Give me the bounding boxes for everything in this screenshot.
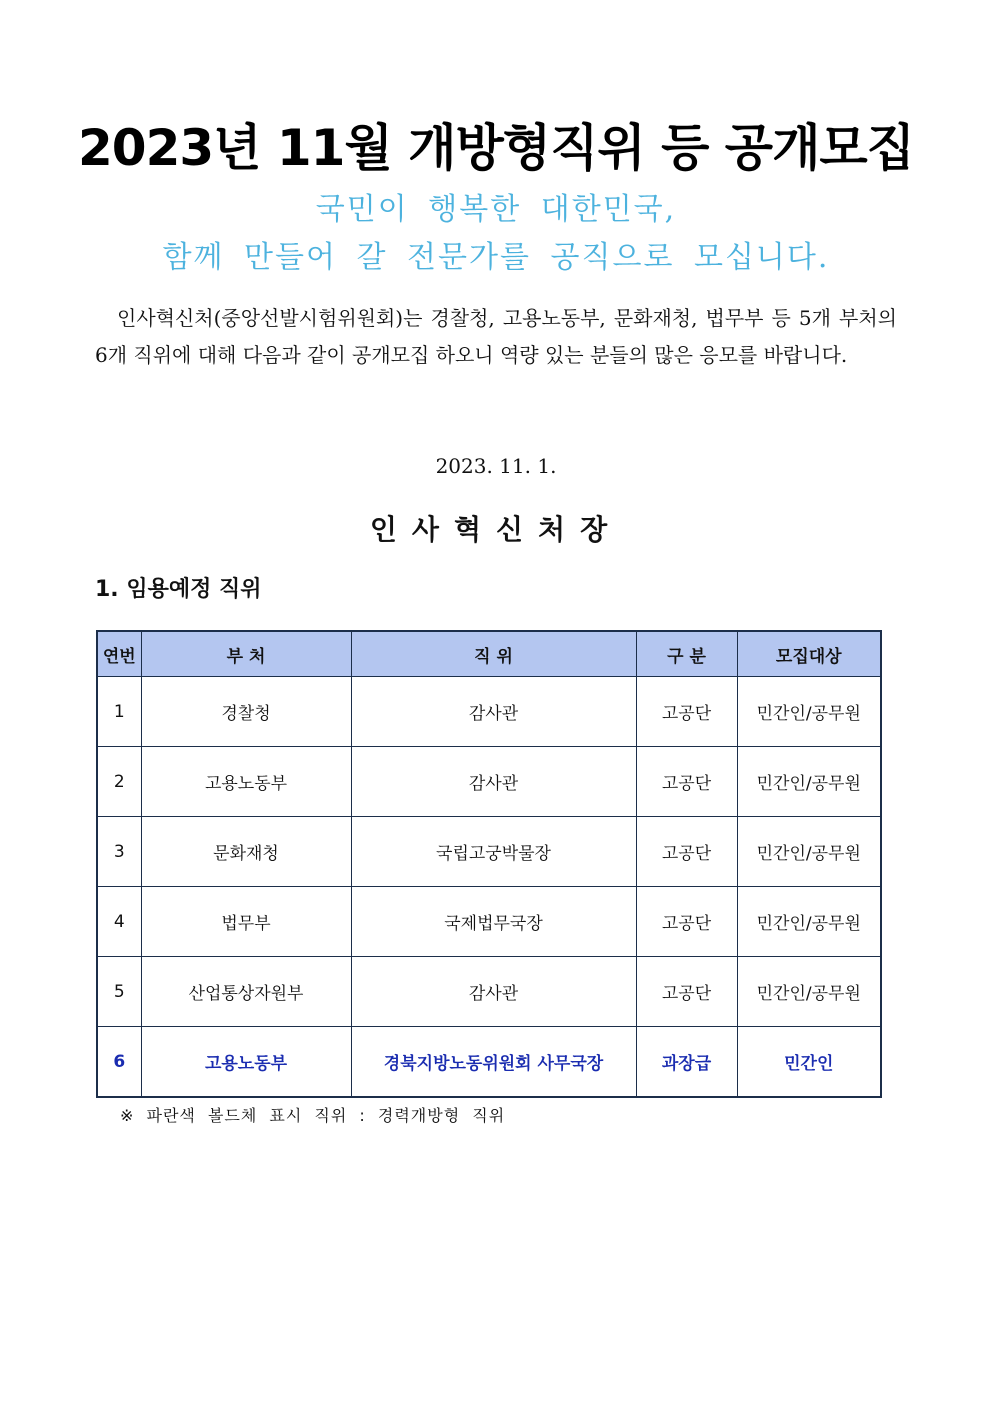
header-no: 연번 [97,631,141,677]
header-target: 모집대상 [737,631,881,677]
table-note: ※ 파란색 볼드체 표시 직위 : 경력개방형 직위 [120,1106,506,1125]
section-title: 1. 임용예정 직위 [95,577,262,602]
cell-position: 국립고궁박물장 [351,817,636,887]
header-category: 구 분 [636,631,737,677]
cell-category: 고공단 [636,957,737,1027]
announcement-date: 2023. 11. 1. [435,454,557,478]
cell-position: 국제법무국장 [351,887,636,957]
cell-category: 고공단 [636,887,737,957]
cell-category: 고공단 [636,747,737,817]
cell-target: 민간인 [737,1027,881,1098]
cell-no: 4 [97,887,141,957]
cell-category: 고공단 [636,817,737,887]
cell-ministry: 고용노동부 [141,1027,351,1098]
cell-no: 1 [97,677,141,747]
cell-ministry: 고용노동부 [141,747,351,817]
cell-ministry: 경찰청 [141,677,351,747]
cell-position: 경북지방노동위원회 사무국장 [351,1027,636,1098]
cell-target: 민간인/공무원 [737,747,881,817]
page-title: 2023년 11월 개방형직위 등 공개모집 [78,119,914,177]
cell-position: 감사관 [351,747,636,817]
header-position: 직 위 [351,631,636,677]
cell-position: 감사관 [351,677,636,747]
cell-no: 2 [97,747,141,817]
cell-target: 민간인/공무원 [737,887,881,957]
cell-ministry: 산업통상자원부 [141,957,351,1027]
positions-table [96,630,882,1098]
table-header-row [97,631,881,677]
intro-paragraph: 인사혁신처(중앙선발시험위원회)는 경찰청, 고용노동부, 문화재청, 법무부 등 5개 부처의 6개 직위에 대해 다음과 같이 공개모집 하오니 역량 있는 분들의 많은 응모를 바랍니다. [95,306,897,367]
table-row [97,887,881,957]
cell-category: 고공단 [636,677,737,747]
cell-category: 과장급 [636,1027,737,1098]
table-row [97,817,881,887]
cell-no: 6 [97,1027,141,1098]
table-row-highlighted [97,1027,881,1098]
cell-ministry: 법무부 [141,887,351,957]
cell-target: 민간인/공무원 [737,817,881,887]
cell-no: 3 [97,817,141,887]
header-ministry: 부 처 [141,631,351,677]
cell-target: 민간인/공무원 [737,677,881,747]
cell-no: 5 [97,957,141,1027]
cell-target: 민간인/공무원 [737,957,881,1027]
table-row [97,747,881,817]
subtitle-line-2: 함께 만들어 갈 전문가를 공직으로 모십니다. [162,240,830,275]
cell-ministry: 문화재청 [141,817,351,887]
table-row [97,957,881,1027]
signer: 인사혁신처장 [369,513,623,546]
table-row [97,677,881,747]
subtitle-line-1: 국민이 행복한 대한민국, [315,192,677,227]
cell-position: 감사관 [351,957,636,1027]
